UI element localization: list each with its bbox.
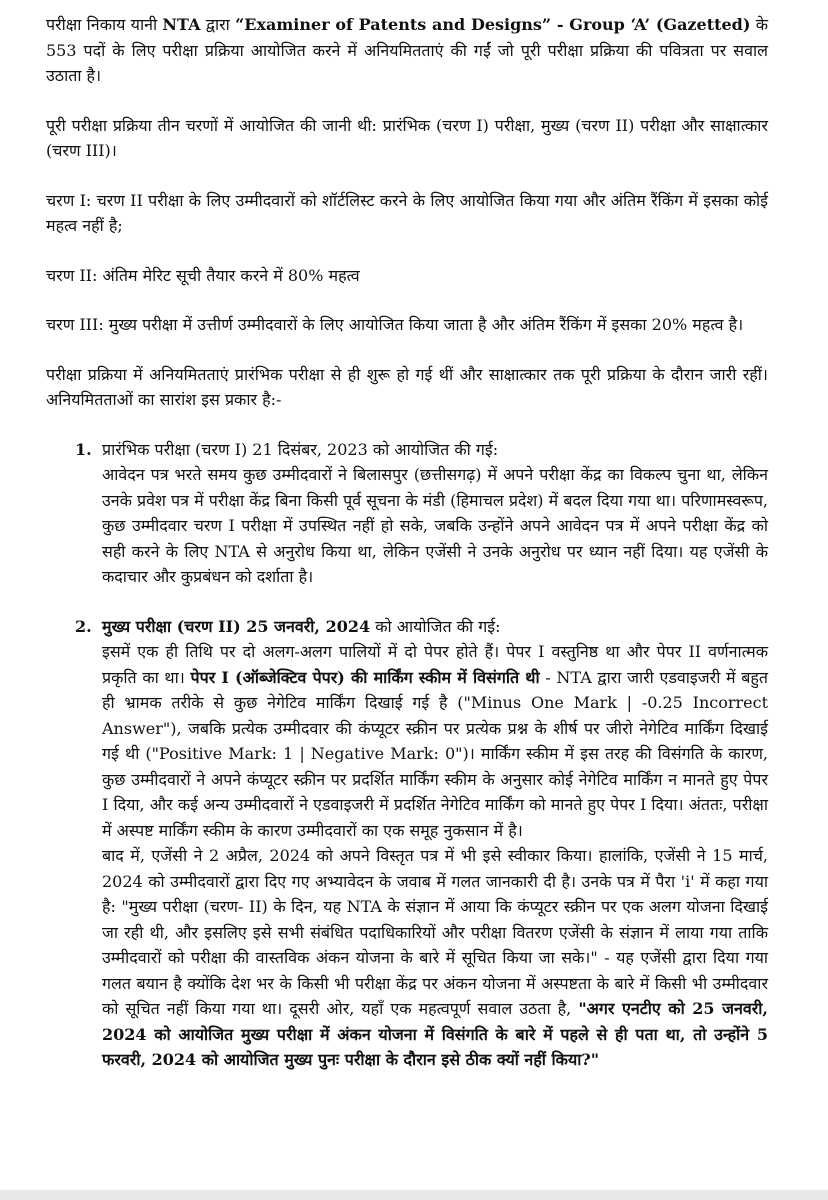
text: परीक्षा निकाय यानी: [46, 15, 163, 34]
bottom-bar: [0, 1190, 828, 1200]
list-item: [75, 614, 768, 1073]
nta-bold: NTA: [162, 15, 201, 34]
list-item-heading: प्रारंभिक परीक्षा (चरण I) 21 दिसंबर, 2023 को आयोजित की गई:: [102, 439, 499, 459]
stage-1-paragraph: चरण I: चरण II परीक्षा के लिए उम्मीदवारों को शॉर्टलिस्ट करने के लिए आयोजित किया गया और अंतिम रैंकिंग में इसका कोई महत्व नहीं है;: [46, 190, 768, 235]
list-item: [75, 437, 768, 590]
key-question-bold: "अगर एनटीए को 25 जनवरी, 2024 को आयोजित मुख्य परीक्षा में अंकन योजना में विसंगति के बारे में पहले से ही पता था, तो उन्होंने 5 फरवरी, 2024 को आयोजित मुख्य पुनः परीक्षा के दौरान इसे ठीक क्यों नहीं किया?": [102, 999, 768, 1069]
text: के 553 पदों के लिए परीक्षा प्रक्रिया आयोजित करने में अनियमितताएं की गईं जो पूरी परीक्षा प्रक्रिया की पवित्रता पर सवाल उठाता है।: [46, 15, 768, 85]
text: इसमें एक ही तिथि पर दो अलग-अलग पालियों में दो पेपर होते हैं। पेपर I वस्तुनिष्ठ था और पेपर II वर्णनात्मक प्रकृति का था।: [102, 642, 768, 687]
irregularities-intro: परीक्षा प्रक्रिया में अनियमितताएं प्रारंभिक परीक्षा से ही शुरू हो गई थीं और साक्षात्कार तक पूरी प्रक्रिया के दौरान जारी रहीं। अनियमितताओं का सारांश इस प्रकार है:-: [46, 364, 768, 409]
list-number: 1.: [75, 439, 92, 459]
text: द्वारा: [200, 15, 236, 34]
irregularities-list: [75, 437, 768, 1073]
marking-scheme-bold: पेपर I (ऑब्जेक्टिव पेपर) की मार्किंग स्कीम में विसंगति थी: [190, 667, 540, 687]
stage-2-paragraph: चरण II: अंतिम मेरिट सूची तैयार करने में 80% महत्व: [46, 265, 360, 285]
stage-3-paragraph: चरण III: मुख्य परीक्षा में उत्तीर्ण उम्मीदवारों के लिए आयोजित किया जाता है और अंतिम रैंकिंग में इसका 20% महत्व है।: [46, 315, 744, 334]
exam-title-bold: “Examiner of Patents and Designs” - Group ‘A’ (Gazetted): [235, 15, 751, 34]
intro-paragraph-1: [46, 12, 768, 89]
intro-paragraph-2: पूरी परीक्षा प्रक्रिया तीन चरणों में आयोजित की जानी थी: प्रारंभिक (चरण I) परीक्षा, मुख्य (चरण II) परीक्षा और साक्षात्कार (चरण III)।: [46, 115, 768, 160]
list-number: 2.: [75, 616, 92, 636]
list-item-body-2: [102, 843, 768, 1073]
text: - NTA द्वारा जारी एडवाइजरी में बहुत ही भ्रामक तरीके से कुछ नेगेटिव मार्किंग दिखाई गई है ("Minus One Mark | -0.25 Incorrect Answer"), जबकि प्रत्येक उम्मीदवार की कंप्यूटर स्क्रीन पर प्रत्येक प्रश्न के शीर्ष पर जीरो नेगेटिव मार्किंग दिखाई गई थी ("Positive Mark: 1 | Negative Mark: 0")। मार्किंग स्कीम में इस तरह की विसंगति के कारण, कुछ उम्मीदवारों ने अपने कंप्यूटर स्क्रीन पर प्रदर्शित मार्किंग स्कीम के अनुसार कोई नेगेटिव मार्किंग न मानते हुए पेपर I दिया, और कई अन्य उम्मीदवारों ने एडवाइजरी में प्रदर्शित नेगेटिव मार्किंग को मानते हुए पेपर I दिया। अंततः, परीक्षा में अस्पष्ट मार्किंग स्कीम के कारण उम्मीदवारों का एक समूह नुकसान में है।: [102, 667, 769, 840]
list-item-heading: [102, 614, 768, 640]
text: को आयोजित की गई:: [370, 616, 501, 636]
document-page: [46, 12, 768, 1073]
heading-bold: मुख्य परीक्षा (चरण II) 25 जनवरी, 2024: [102, 616, 371, 636]
list-item-body: [102, 639, 768, 843]
list-item-body: आवेदन पत्र भरते समय कुछ उम्मीदवारों ने बिलासपुर (छत्तीसगढ़) में अपने परीक्षा केंद्र का विकल्प चुना था, लेकिन उनके प्रवेश पत्र में परीक्षा केंद्र बिना किसी पूर्व सूचना के मंडी (हिमाचल प्रदेश) में बदल दिया गया था। परिणामस्वरूप, कुछ उम्मीदवार चरण I परीक्षा में उपस्थित नहीं हो सके, जबकि उन्होंने अपने आवेदन पत्र में अपने परीक्षा केंद्र को सही करने के लिए NTA से अनुरोध किया था, लेकिन एजेंसी ने उनके अनुरोध पर ध्यान नहीं दिया। यह एजेंसी के कदाचार और कुप्रबंधन को दर्शाता है।: [102, 465, 768, 586]
text: बाद में, एजेंसी ने 2 अप्रैल, 2024 को अपने विस्तृत पत्र में भी इसे स्वीकार किया। हालांकि, एजेंसी ने 15 मार्च, 2024 को उम्मीदवारों द्वारा दिए गए अभ्यावेदन के जवाब में गलत जानकारी दी है। उनके पत्र में पैरा 'i' में कहा गया है: "मुख्य परीक्षा (चरण- II) के दिन, यह NTA के संज्ञान में आया कि कंप्यूटर स्क्रीन पर एक अलग योजना दिखाई जा रही थी, और इसलिए इसे सभी संबंधित पदाधिकारियों और परीक्षा वितरण एजेंसी के संज्ञान में लाया गया ताकि उम्मीदवारों को परीक्षा की वास्तविक अंकन योजना के बारे में सूचित किया जा सके।" - यह एजेंसी द्वारा दिया गया गलत बयान है क्योंकि देश भर के किसी भी परीक्षा केंद्र पर अंकन योजना में अस्पष्टता के बारे में किसी भी उम्मीदवार को सूचित नहीं किया गया था। दूसरी ओर, यहाँ एक महत्वपूर्ण सवाल उठता है,: [102, 846, 768, 1018]
